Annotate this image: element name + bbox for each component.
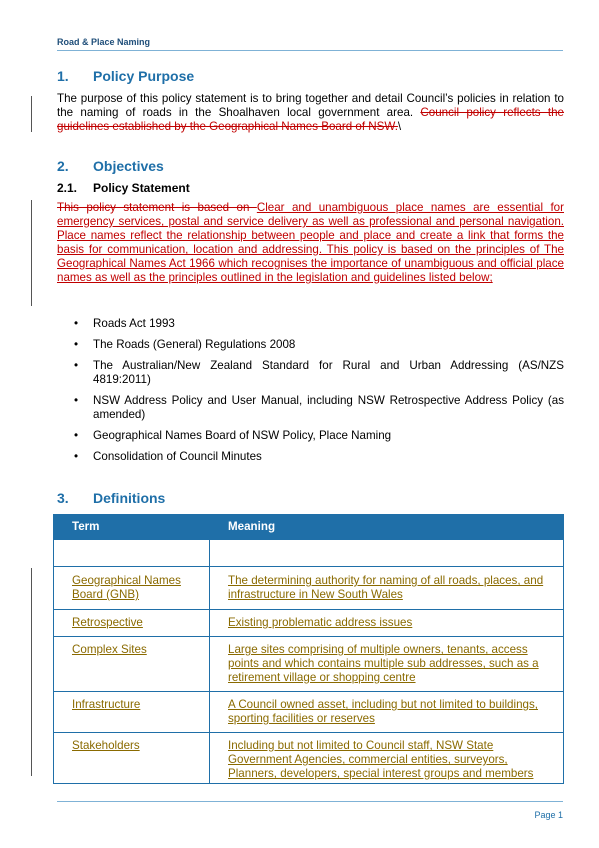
bullet-glyph: •: [74, 429, 79, 442]
change-bar-definitions: [31, 568, 32, 776]
table-row: [54, 692, 564, 733]
change-bar-policy-statement: [31, 200, 32, 306]
trailing-mark: \: [397, 120, 402, 133]
heading-objectives: [57, 158, 164, 174]
heading-text: Policy Purpose: [93, 68, 195, 84]
list-item: • NSW Address Policy and User Manual, including NSW Retrospective Address Policy (as amended): [74, 394, 564, 421]
deleted-text: Council policy reflects the guidelines established by the Geographical Names Board of NSW.: [57, 106, 564, 133]
table-cell-term: Infrastructure: [54, 692, 210, 733]
table-row: [54, 610, 564, 637]
subheading-policy-statement: [57, 181, 190, 195]
header-rule: [57, 50, 563, 51]
deleted-text: This policy statement is based on: [57, 201, 257, 214]
heading-number: 2.: [57, 158, 69, 174]
heading-text: Objectives: [93, 158, 164, 174]
running-header-title: Road & Place Naming: [57, 37, 151, 47]
column-header-term: Term: [54, 515, 210, 540]
bullet-glyph: •: [74, 394, 79, 407]
table-cell-term: Retrospective: [54, 610, 210, 637]
purpose-text: The purpose of this policy statement is to bring together and detail Council’s policies in relation to the naming of roads in the Shoalhaven local government area.: [57, 92, 564, 119]
page-number: Page 1: [534, 810, 563, 820]
list-item: • Roads Act 1993: [74, 317, 175, 330]
policy-statement-paragraph: [57, 201, 564, 285]
heading-number: 3.: [57, 490, 69, 506]
legislation-list: [74, 317, 564, 471]
policy-purpose-paragraph: [57, 92, 564, 134]
list-item: • The Roads (General) Regulations 2008: [74, 338, 296, 351]
definitions-table: [53, 514, 564, 784]
heading-policy-purpose: [57, 68, 194, 84]
bullet-glyph: •: [74, 450, 79, 463]
table-row: [54, 637, 564, 692]
table-cell-term: Geographical Names Board (GNB): [54, 567, 210, 610]
table-row: [54, 567, 564, 610]
list-item: • The Australian/New Zealand Standard for Rural and Urban Addressing (AS/NZS 4819:2011): [74, 359, 564, 386]
table-cell-term: Complex Sites: [54, 637, 210, 692]
table-cell-meaning: Including but not limited to Council staff, NSW State Government Agencies, commercial entities, surveyors, Planners, developers, special interest groups and members: [210, 733, 564, 784]
inserted-text: Clear and unambiguous place names are essential for emergency services, postal and service delivery as well as professional and personal navigation. Place names reflect the relationship between people and place and create a link that forms the basis for communication, location and addressing. This policy is based on the principles of The Geographical Names Act 1966 which recognises the importance of unambiguous and official place names as well as the principles outlined in the legislation and guidelines listed below;: [57, 201, 564, 284]
table-cell-meaning: Existing problematic address issues: [210, 610, 564, 637]
table-row: [54, 733, 564, 784]
bullet-glyph: •: [74, 338, 79, 351]
list-item: • Geographical Names Board of NSW Policy, Place Naming: [74, 429, 392, 442]
table-cell: [210, 540, 564, 567]
table-cell-term: Stakeholders: [54, 733, 210, 784]
table-cell: [54, 540, 210, 567]
subheading-text: Policy Statement: [93, 181, 190, 195]
change-bar-section1: [31, 96, 32, 132]
column-header-meaning: Meaning: [210, 515, 564, 540]
heading-definitions: [57, 490, 165, 506]
heading-number: 1.: [57, 68, 69, 84]
table-row-empty: [54, 540, 564, 567]
bullet-glyph: •: [74, 317, 79, 330]
subheading-number: 2.1.: [57, 181, 78, 195]
table-cell-meaning: The determining authority for naming of all roads, places, and infrastructure in New South Wales: [210, 567, 564, 610]
list-item: • Consolidation of Council Minutes: [74, 450, 262, 463]
table-cell-meaning: A Council owned asset, including but not limited to buildings, sporting facilities or reserves: [210, 692, 564, 733]
footer-rule: [57, 801, 563, 802]
table-cell-meaning: Large sites comprising of multiple owners, tenants, access points and which contains multiple sub addresses, such as a retirement village or shopping centre: [210, 637, 564, 692]
table-header-row: [54, 515, 564, 540]
heading-text: Definitions: [93, 490, 166, 506]
bullet-glyph: •: [74, 359, 79, 372]
